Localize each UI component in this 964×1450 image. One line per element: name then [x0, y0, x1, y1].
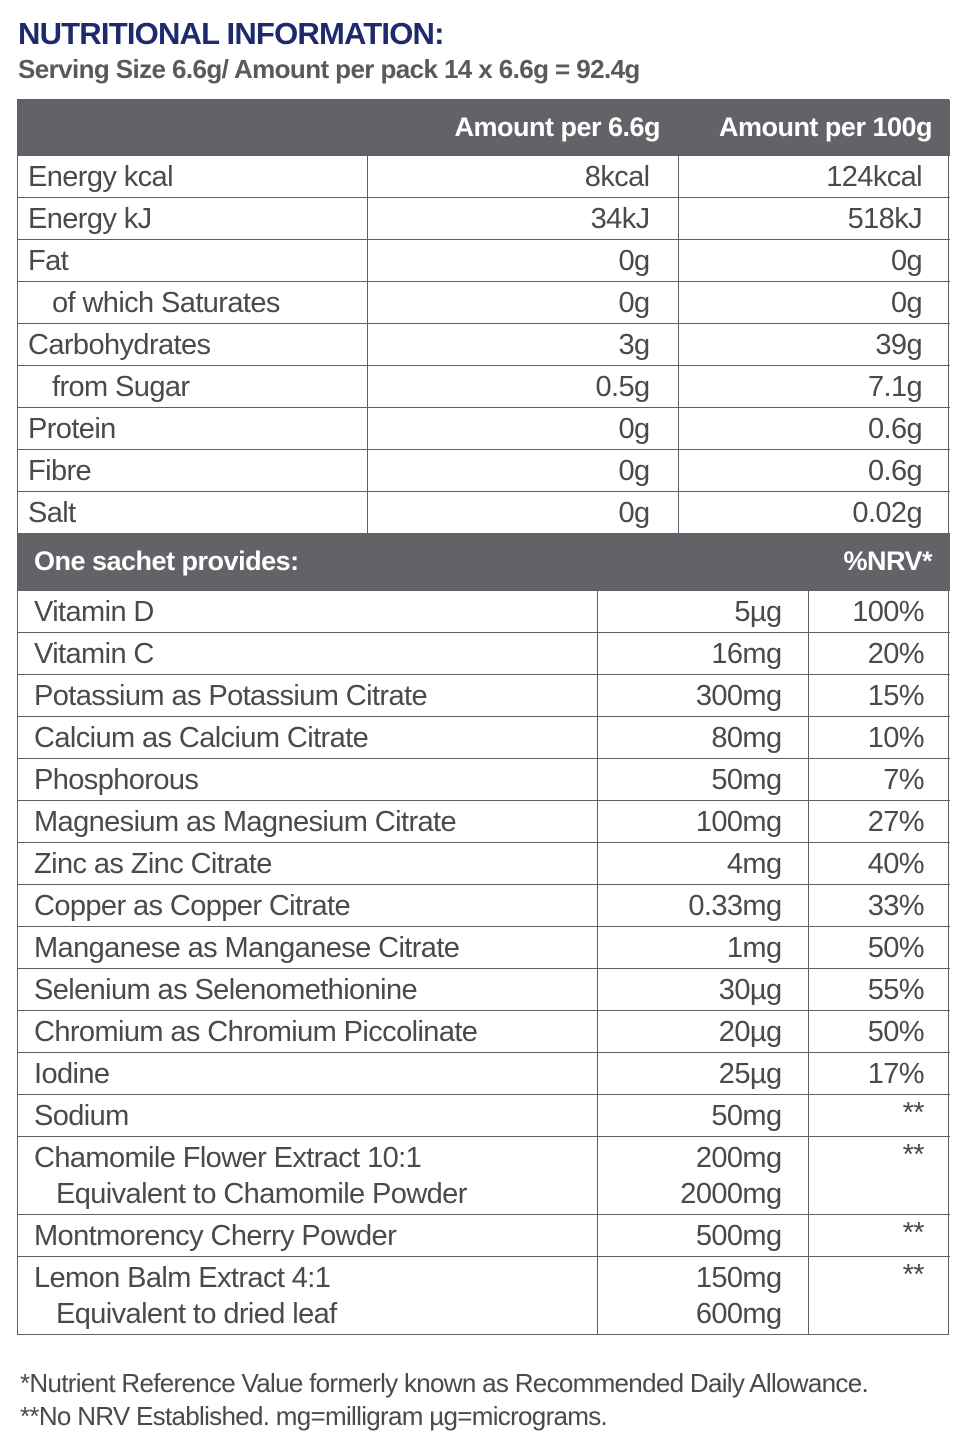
footnote-units: **No NRV Established. mg=milligram µg=micrograms.	[20, 1401, 608, 1431]
ingredient-amount	[597, 717, 808, 759]
ingredient-label	[18, 801, 597, 843]
table-row	[18, 1215, 950, 1257]
nutrient-label: Salt	[18, 492, 367, 534]
nutrient-label: from Sugar	[18, 366, 367, 408]
nutrient-per-serving: 8kcal	[367, 156, 678, 198]
nutrient-per-serving: 3g	[367, 324, 678, 366]
table-row	[18, 240, 950, 282]
ingredient-amount	[597, 885, 808, 927]
nutrient-per-100g: 518kJ	[678, 198, 950, 240]
ingredient-nrv: **	[808, 1137, 950, 1215]
nutrient-per-serving: 0g	[367, 282, 678, 324]
amount-value: 20µg	[718, 1015, 782, 1048]
nutrient-label: Fibre	[18, 450, 367, 492]
page-title: NUTRITIONAL INFORMATION:	[18, 16, 444, 51]
ingredient-amount	[597, 1215, 808, 1257]
ingredient-nrv: **	[808, 1215, 950, 1257]
ingredient-label	[18, 591, 597, 633]
nutrient-label: Energy kJ	[18, 198, 367, 240]
table-row	[18, 198, 950, 240]
ingredient-amount	[597, 1011, 808, 1053]
ingredient-amount	[597, 843, 808, 885]
table-row	[18, 156, 950, 198]
ingredient-amount	[597, 675, 808, 717]
nutrient-per-100g: 0.02g	[678, 492, 950, 534]
table-row	[18, 282, 950, 324]
nutrient-per-100g: 7.1g	[678, 366, 950, 408]
ingredient-nrv: 10%	[808, 717, 950, 759]
sachet-table	[18, 533, 950, 1334]
table-row	[18, 1257, 950, 1335]
ingredient-equivalent: Equivalent to dried leaf	[56, 1297, 337, 1330]
header-per-100g: Amount per 100g	[718, 112, 932, 142]
nutrient-per-serving: 0g	[367, 492, 678, 534]
table-row	[18, 675, 950, 717]
ingredient-label	[18, 633, 597, 675]
ingredient-label	[18, 927, 597, 969]
amount-value: 0.33mg	[688, 889, 782, 922]
amount-value: 300mg	[695, 679, 782, 712]
ingredient-name: Chamomile Flower Extract 10:1	[34, 1141, 422, 1174]
table-row	[18, 366, 950, 408]
table-row	[18, 450, 950, 492]
amount-value: 200mg	[695, 1141, 782, 1174]
nutrient-per-serving: 0g	[367, 240, 678, 282]
ingredient-nrv: 40%	[808, 843, 950, 885]
ingredient-label	[18, 1137, 597, 1215]
ingredient-amount	[597, 633, 808, 675]
nutrition-header-label	[18, 100, 367, 156]
table-row	[18, 843, 950, 885]
nutrient-per-serving: 0g	[367, 450, 678, 492]
ingredient-name: Vitamin C	[34, 637, 154, 670]
table-row	[18, 591, 950, 633]
table-row	[18, 1137, 950, 1215]
ingredient-name: Chromium as Chromium Piccolinate	[34, 1015, 478, 1048]
ingredient-name: Selenium as Selenomethionine	[34, 973, 418, 1006]
nutrient-label: Energy kcal	[18, 156, 367, 198]
nutrient-label: Fat	[18, 240, 367, 282]
ingredient-amount	[597, 969, 808, 1011]
nutrient-per-serving: 0g	[367, 408, 678, 450]
amount-value: 5µg	[734, 595, 782, 628]
ingredient-name: Phosphorous	[34, 763, 199, 796]
nutrient-per-100g: 39g	[678, 324, 950, 366]
nutrient-per-100g: 0.6g	[678, 408, 950, 450]
ingredient-nrv: 20%	[808, 633, 950, 675]
ingredient-label	[18, 1011, 597, 1053]
ingredient-amount	[597, 1053, 808, 1095]
ingredient-name: Iodine	[34, 1057, 110, 1090]
amount-value: 150mg	[695, 1261, 782, 1294]
serving-size: Serving Size 6.6g/ Amount per pack 14 x 6.6g = 92.4g	[18, 54, 640, 84]
ingredient-nrv: 33%	[808, 885, 950, 927]
amount-value: 1mg	[726, 931, 782, 964]
amount-value: 25µg	[718, 1057, 782, 1090]
ingredient-nrv: 50%	[808, 927, 950, 969]
ingredient-amount	[597, 1137, 808, 1215]
table-row	[18, 717, 950, 759]
ingredient-nrv: **	[808, 1095, 950, 1137]
table-row	[18, 969, 950, 1011]
sachet-header-row	[18, 533, 950, 591]
nutrition-header-row	[18, 100, 950, 156]
sachet-header-label: One sachet provides:	[34, 546, 299, 576]
footnote-nrv: *Nutrient Reference Value formerly known as Recommended Daily Allowance.	[20, 1368, 868, 1398]
ingredient-nrv: 27%	[808, 801, 950, 843]
table-row	[18, 492, 950, 534]
table-row	[18, 324, 950, 366]
nutrient-per-serving: 0.5g	[367, 366, 678, 408]
amount-equivalent: 2000mg	[680, 1177, 782, 1210]
ingredient-amount	[597, 927, 808, 969]
table-row	[18, 1011, 950, 1053]
amount-value: 4mg	[726, 847, 782, 880]
amount-value: 500mg	[695, 1219, 782, 1252]
amount-equivalent: 600mg	[695, 1297, 782, 1330]
ingredient-nrv: 50%	[808, 1011, 950, 1053]
ingredient-label	[18, 1053, 597, 1095]
ingredient-label	[18, 1095, 597, 1137]
nutrient-label: of which Saturates	[18, 282, 367, 324]
ingredient-label	[18, 885, 597, 927]
table-row	[18, 759, 950, 801]
ingredient-amount	[597, 759, 808, 801]
nutrient-per-serving: 34kJ	[367, 198, 678, 240]
ingredient-amount	[597, 591, 808, 633]
table-row	[18, 408, 950, 450]
ingredient-name: Vitamin D	[34, 595, 154, 628]
table-row	[18, 1053, 950, 1095]
amount-value: 80mg	[711, 721, 782, 754]
ingredient-label	[18, 1257, 597, 1335]
table-row	[18, 927, 950, 969]
ingredient-name: Copper as Copper Citrate	[34, 889, 351, 922]
nutrient-per-100g: 0g	[678, 282, 950, 324]
nutrient-per-100g: 0.6g	[678, 450, 950, 492]
ingredient-name: Magnesium as Magnesium Citrate	[34, 805, 457, 838]
ingredient-name: Manganese as Manganese Citrate	[34, 931, 460, 964]
ingredient-name: Sodium	[34, 1099, 129, 1132]
ingredient-nrv: 7%	[808, 759, 950, 801]
ingredient-name: Lemon Balm Extract 4:1	[34, 1261, 331, 1294]
ingredient-nrv: 100%	[808, 591, 950, 633]
ingredient-name: Calcium as Calcium Citrate	[34, 721, 369, 754]
sachet-header-nrv: %NRV*	[843, 546, 932, 576]
ingredient-amount	[597, 1257, 808, 1335]
ingredient-label	[18, 675, 597, 717]
nutrient-per-100g: 0g	[678, 240, 950, 282]
ingredient-nrv: 55%	[808, 969, 950, 1011]
ingredient-nrv: 15%	[808, 675, 950, 717]
table-row	[18, 801, 950, 843]
header-per-serving: Amount per 6.6g	[454, 112, 660, 142]
nutrition-panel	[17, 99, 949, 1335]
amount-value: 100mg	[695, 805, 782, 838]
nutrient-label: Carbohydrates	[18, 324, 367, 366]
ingredient-nrv: 17%	[808, 1053, 950, 1095]
nutrient-label: Protein	[18, 408, 367, 450]
ingredient-name: Zinc as Zinc Citrate	[34, 847, 272, 880]
ingredient-label	[18, 717, 597, 759]
ingredient-nrv: **	[808, 1257, 950, 1335]
table-row	[18, 633, 950, 675]
ingredient-label	[18, 1215, 597, 1257]
nutrition-table	[18, 100, 950, 533]
nutrient-per-100g: 124kcal	[678, 156, 950, 198]
table-row	[18, 885, 950, 927]
amount-value: 30µg	[718, 973, 782, 1006]
ingredient-label	[18, 843, 597, 885]
amount-value: 50mg	[711, 763, 782, 796]
ingredient-label	[18, 759, 597, 801]
ingredient-amount	[597, 801, 808, 843]
table-row	[18, 1095, 950, 1137]
ingredient-name: Potassium as Potassium Citrate	[34, 679, 427, 712]
ingredient-label	[18, 969, 597, 1011]
amount-value: 16mg	[711, 637, 782, 670]
amount-value: 50mg	[711, 1099, 782, 1132]
ingredient-amount	[597, 1095, 808, 1137]
ingredient-equivalent: Equivalent to Chamomile Powder	[56, 1177, 467, 1210]
ingredient-name: Montmorency Cherry Powder	[34, 1219, 397, 1252]
